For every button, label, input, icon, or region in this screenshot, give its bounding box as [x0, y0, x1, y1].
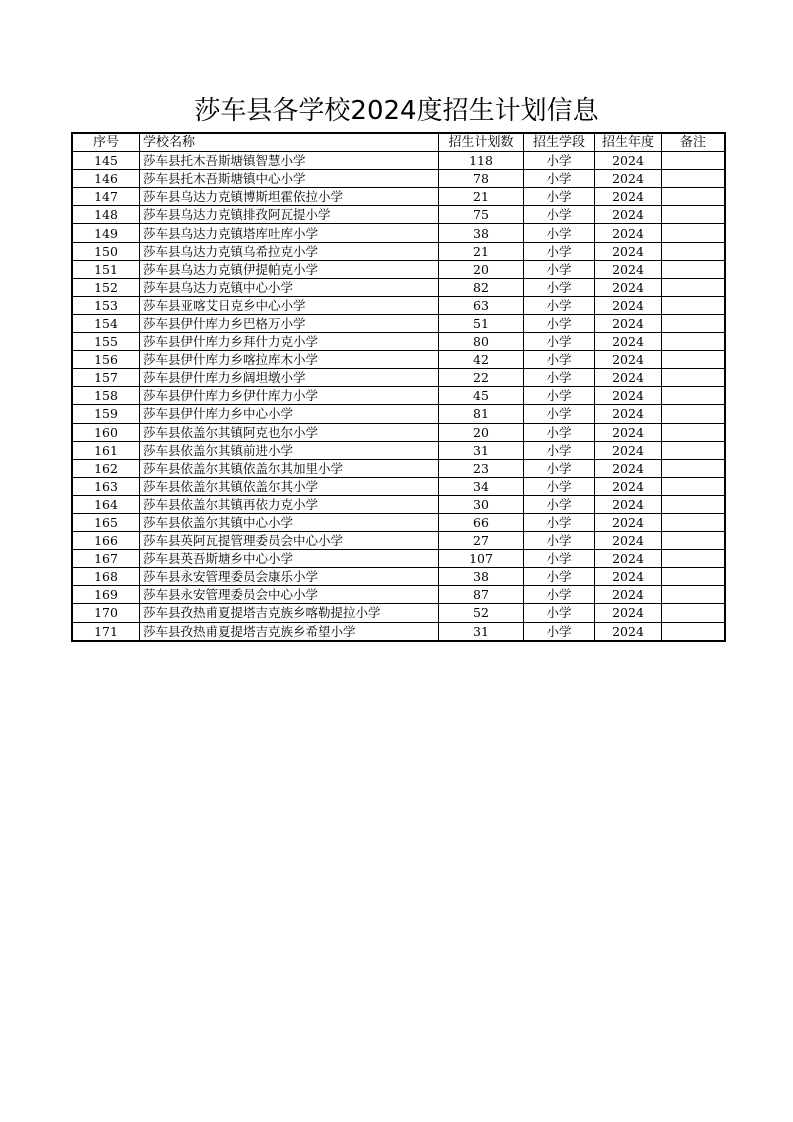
cell-note [662, 532, 726, 550]
cell-no: 152 [72, 278, 140, 296]
cell-stage: 小学 [524, 242, 595, 260]
cell-plan-count: 21 [439, 242, 524, 260]
cell-plan-count: 31 [439, 441, 524, 459]
cell-stage: 小学 [524, 405, 595, 423]
cell-note [662, 604, 726, 622]
cell-stage: 小学 [524, 314, 595, 332]
cell-plan-count: 63 [439, 296, 524, 314]
cell-plan-count: 118 [439, 152, 524, 170]
cell-school-name: 莎车县孜热甫夏提塔吉克族乡希望小学 [140, 622, 439, 641]
cell-plan-count: 27 [439, 532, 524, 550]
table-row [72, 423, 725, 441]
cell-stage: 小学 [524, 586, 595, 604]
cell-year: 2024 [595, 351, 662, 369]
table-row [72, 242, 725, 260]
cell-year: 2024 [595, 188, 662, 206]
cell-note [662, 314, 726, 332]
cell-note [662, 224, 726, 242]
cell-plan-count: 87 [439, 586, 524, 604]
cell-no: 145 [72, 152, 140, 170]
table-row [72, 604, 725, 622]
cell-school-name: 莎车县乌达力克镇排孜阿瓦提小学 [140, 206, 439, 224]
table-row [72, 550, 725, 568]
header-plan-count: 招生计划数 [439, 133, 524, 152]
cell-note [662, 387, 726, 405]
cell-school-name: 莎车县伊什库力乡中心小学 [140, 405, 439, 423]
cell-year: 2024 [595, 441, 662, 459]
cell-school-name: 莎车县依盖尔其镇依盖尔其小学 [140, 477, 439, 495]
cell-stage: 小学 [524, 224, 595, 242]
table-row [72, 513, 725, 531]
cell-note [662, 351, 726, 369]
cell-year: 2024 [595, 314, 662, 332]
table-row [72, 206, 725, 224]
cell-plan-count: 45 [439, 387, 524, 405]
cell-school-name: 莎车县依盖尔其镇再依力克小学 [140, 495, 439, 513]
cell-stage: 小学 [524, 604, 595, 622]
cell-no: 171 [72, 622, 140, 641]
table-row [72, 532, 725, 550]
cell-school-name: 莎车县伊什库力乡阔坦墩小学 [140, 369, 439, 387]
table-row [72, 314, 725, 332]
cell-no: 170 [72, 604, 140, 622]
cell-school-name: 莎车县英阿瓦提管理委员会中心小学 [140, 532, 439, 550]
cell-note [662, 242, 726, 260]
cell-plan-count: 107 [439, 550, 524, 568]
cell-no: 167 [72, 550, 140, 568]
table-row [72, 188, 725, 206]
cell-no: 155 [72, 333, 140, 351]
cell-no: 169 [72, 586, 140, 604]
cell-no: 162 [72, 459, 140, 477]
cell-year: 2024 [595, 568, 662, 586]
cell-no: 156 [72, 351, 140, 369]
cell-stage: 小学 [524, 188, 595, 206]
cell-stage: 小学 [524, 441, 595, 459]
cell-stage: 小学 [524, 532, 595, 550]
cell-stage: 小学 [524, 333, 595, 351]
cell-school-name: 莎车县乌达力克镇塔库吐库小学 [140, 224, 439, 242]
cell-note [662, 152, 726, 170]
cell-plan-count: 23 [439, 459, 524, 477]
cell-no: 165 [72, 513, 140, 531]
cell-stage: 小学 [524, 423, 595, 441]
table-row [72, 170, 725, 188]
cell-no: 164 [72, 495, 140, 513]
cell-no: 160 [72, 423, 140, 441]
table-body [72, 152, 725, 641]
cell-plan-count: 30 [439, 495, 524, 513]
cell-year: 2024 [595, 242, 662, 260]
cell-stage: 小学 [524, 206, 595, 224]
cell-school-name: 莎车县孜热甫夏提塔吉克族乡喀勒提拉小学 [140, 604, 439, 622]
header-note: 备注 [662, 133, 726, 152]
cell-year: 2024 [595, 387, 662, 405]
table-header-row [72, 133, 725, 152]
table-row [72, 477, 725, 495]
cell-school-name: 莎车县依盖尔其镇依盖尔其加里小学 [140, 459, 439, 477]
cell-no: 147 [72, 188, 140, 206]
cell-note [662, 441, 726, 459]
cell-school-name: 莎车县乌达力克镇伊提帕克小学 [140, 260, 439, 278]
cell-year: 2024 [595, 206, 662, 224]
cell-no: 166 [72, 532, 140, 550]
cell-plan-count: 42 [439, 351, 524, 369]
cell-year: 2024 [595, 170, 662, 188]
cell-plan-count: 20 [439, 423, 524, 441]
cell-year: 2024 [595, 513, 662, 531]
cell-plan-count: 38 [439, 568, 524, 586]
table-row [72, 441, 725, 459]
cell-year: 2024 [595, 333, 662, 351]
cell-plan-count: 80 [439, 333, 524, 351]
header-year: 招生年度 [595, 133, 662, 152]
cell-no: 161 [72, 441, 140, 459]
cell-no: 150 [72, 242, 140, 260]
cell-school-name: 莎车县乌达力克镇中心小学 [140, 278, 439, 296]
cell-school-name: 莎车县依盖尔其镇前进小学 [140, 441, 439, 459]
cell-note [662, 369, 726, 387]
cell-school-name: 莎车县英吾斯塘乡中心小学 [140, 550, 439, 568]
cell-plan-count: 52 [439, 604, 524, 622]
cell-plan-count: 66 [439, 513, 524, 531]
cell-no: 159 [72, 405, 140, 423]
cell-no: 168 [72, 568, 140, 586]
cell-note [662, 423, 726, 441]
table-row [72, 278, 725, 296]
table-row [72, 260, 725, 278]
cell-school-name: 莎车县乌达力克镇乌希拉克小学 [140, 242, 439, 260]
cell-school-name: 莎车县托木吾斯塘镇智慧小学 [140, 152, 439, 170]
cell-stage: 小学 [524, 296, 595, 314]
cell-school-name: 莎车县亚喀艾日克乡中心小学 [140, 296, 439, 314]
table-row [72, 622, 725, 641]
cell-plan-count: 21 [439, 188, 524, 206]
cell-note [662, 405, 726, 423]
table-row [72, 495, 725, 513]
cell-year: 2024 [595, 532, 662, 550]
cell-note [662, 278, 726, 296]
cell-plan-count: 78 [439, 170, 524, 188]
table-row [72, 369, 725, 387]
cell-no: 157 [72, 369, 140, 387]
cell-stage: 小学 [524, 152, 595, 170]
cell-year: 2024 [595, 495, 662, 513]
cell-no: 158 [72, 387, 140, 405]
cell-year: 2024 [595, 260, 662, 278]
cell-plan-count: 51 [439, 314, 524, 332]
cell-school-name: 莎车县永安管理委员会中心小学 [140, 586, 439, 604]
cell-note [662, 477, 726, 495]
cell-stage: 小学 [524, 387, 595, 405]
cell-plan-count: 22 [439, 369, 524, 387]
enrollment-plan-table [71, 132, 726, 642]
page-title: 莎车县各学校2024度招生计划信息 [194, 96, 599, 126]
cell-year: 2024 [595, 369, 662, 387]
cell-note [662, 495, 726, 513]
table-row [72, 333, 725, 351]
cell-note [662, 586, 726, 604]
cell-year: 2024 [595, 296, 662, 314]
cell-stage: 小学 [524, 477, 595, 495]
cell-plan-count: 75 [439, 206, 524, 224]
cell-note [662, 459, 726, 477]
cell-plan-count: 81 [439, 405, 524, 423]
cell-year: 2024 [595, 224, 662, 242]
cell-school-name: 莎车县依盖尔其镇阿克也尔小学 [140, 423, 439, 441]
cell-no: 153 [72, 296, 140, 314]
cell-note [662, 296, 726, 314]
header-stage: 招生学段 [524, 133, 595, 152]
cell-year: 2024 [595, 423, 662, 441]
cell-note [662, 513, 726, 531]
cell-stage: 小学 [524, 513, 595, 531]
cell-note [662, 568, 726, 586]
cell-stage: 小学 [524, 495, 595, 513]
cell-no: 154 [72, 314, 140, 332]
cell-stage: 小学 [524, 568, 595, 586]
cell-plan-count: 34 [439, 477, 524, 495]
cell-no: 146 [72, 170, 140, 188]
cell-stage: 小学 [524, 278, 595, 296]
cell-stage: 小学 [524, 459, 595, 477]
cell-no: 151 [72, 260, 140, 278]
cell-year: 2024 [595, 459, 662, 477]
table-row [72, 296, 725, 314]
cell-note [662, 333, 726, 351]
cell-stage: 小学 [524, 170, 595, 188]
header-no: 序号 [72, 133, 140, 152]
cell-year: 2024 [595, 152, 662, 170]
cell-year: 2024 [595, 550, 662, 568]
cell-plan-count: 20 [439, 260, 524, 278]
cell-plan-count: 31 [439, 622, 524, 641]
cell-note [662, 188, 726, 206]
cell-note [662, 206, 726, 224]
cell-note [662, 260, 726, 278]
cell-year: 2024 [595, 405, 662, 423]
table-row [72, 224, 725, 242]
cell-no: 148 [72, 206, 140, 224]
table-row [72, 387, 725, 405]
cell-year: 2024 [595, 604, 662, 622]
cell-plan-count: 82 [439, 278, 524, 296]
table-row [72, 152, 725, 170]
cell-stage: 小学 [524, 369, 595, 387]
cell-school-name: 莎车县伊什库力乡伊什库力小学 [140, 387, 439, 405]
table-row [72, 586, 725, 604]
cell-year: 2024 [595, 278, 662, 296]
header-school-name: 学校名称 [140, 133, 439, 152]
cell-school-name: 莎车县乌达力克镇博斯坦霍依拉小学 [140, 188, 439, 206]
cell-stage: 小学 [524, 260, 595, 278]
table-row [72, 568, 725, 586]
cell-year: 2024 [595, 477, 662, 495]
cell-year: 2024 [595, 622, 662, 641]
cell-stage: 小学 [524, 351, 595, 369]
table-row [72, 405, 725, 423]
cell-school-name: 莎车县伊什库力乡拜什力克小学 [140, 333, 439, 351]
table-row [72, 459, 725, 477]
cell-no: 149 [72, 224, 140, 242]
cell-stage: 小学 [524, 622, 595, 641]
cell-note [662, 550, 726, 568]
cell-note [662, 622, 726, 641]
cell-plan-count: 38 [439, 224, 524, 242]
cell-note [662, 170, 726, 188]
cell-school-name: 莎车县依盖尔其镇中心小学 [140, 513, 439, 531]
cell-stage: 小学 [524, 550, 595, 568]
cell-school-name: 莎车县托木吾斯塘镇中心小学 [140, 170, 439, 188]
cell-school-name: 莎车县伊什库力乡巴格万小学 [140, 314, 439, 332]
table-row [72, 351, 725, 369]
cell-school-name: 莎车县永安管理委员会康乐小学 [140, 568, 439, 586]
cell-school-name: 莎车县伊什库力乡喀拉库木小学 [140, 351, 439, 369]
cell-year: 2024 [595, 586, 662, 604]
cell-no: 163 [72, 477, 140, 495]
